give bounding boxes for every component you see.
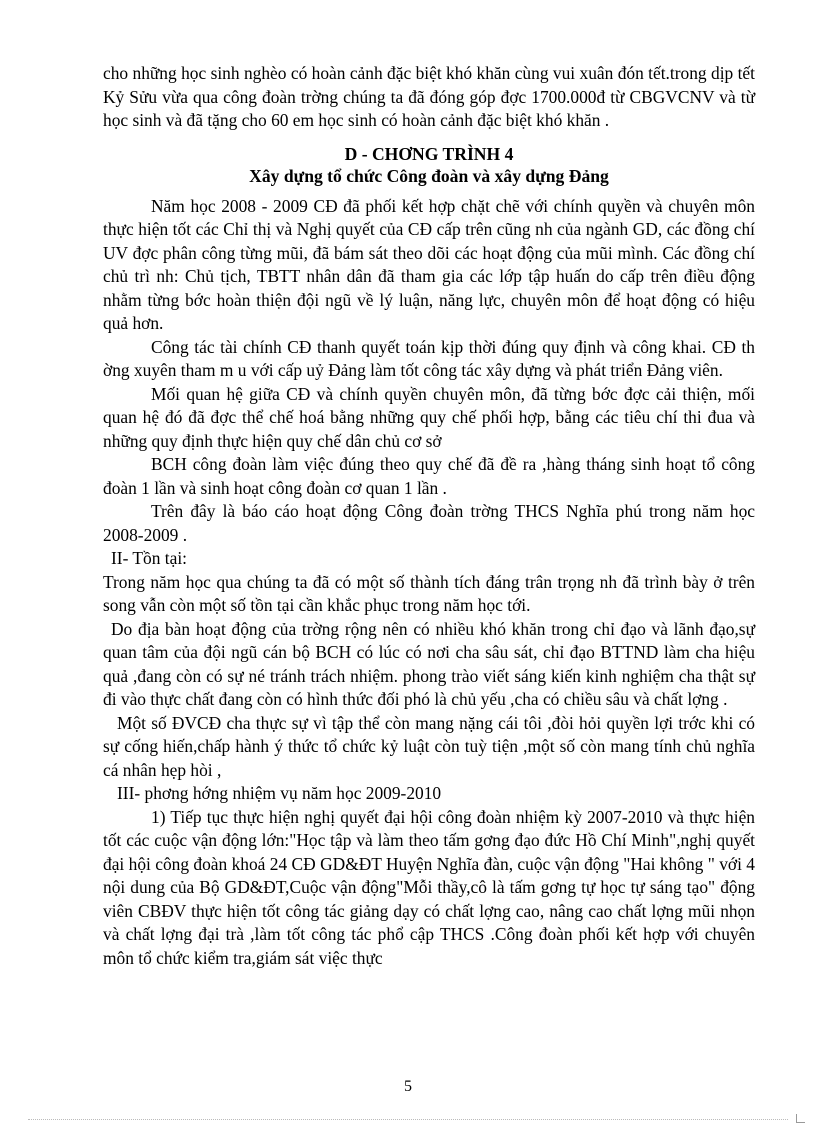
paragraph-tai-chinh: Công tác tài chính CĐ thanh quyết toán kịp thời đúng quy định và công khai. CĐ th ờng xuyên tham m u với cấp uỷ Đảng làm tốt công tác xây dựng và phát triển Đảng viên. <box>103 336 755 380</box>
page-number: 5 <box>404 1078 412 1095</box>
paragraph-tren-day: Trên đây là báo cáo hoạt động Công đoàn trờng THCS Nghĩa phú trong năm học 2008-2009 . <box>103 501 755 545</box>
paragraph-nam-hoc: Năm học 2008 - 2009 CĐ đã phối kết hợp chặt chẽ với chính quyền và chuyên môn thực hiện tốt các Chỉ thị và Nghị quyết của CĐ cấp trên cũng nh của ngành GD, các đồng chí UV đợc phân công từng mũi, đã bám sát theo dõi các hoạt động của mũi mình. Các đồng chí chủ trì nh: Chủ tịch, TBTT nhân dân đã tham gia các lớp tập huấn do cấp trên điều động nhằm từng bớc hoàn thiện đội ngũ về lý luận, năng lực, chuyên môn để hoạt động có hiệu quả hơn. <box>103 195 755 333</box>
page-corner-mark <box>796 1114 805 1123</box>
section-heading: D - CHƠNG TRÌNH 4 <box>344 143 514 164</box>
paragraph-bch: BCH công đoàn làm việc đúng theo quy chế đã đề ra ,hàng tháng sinh hoạt tổ công đoàn 1 lần và sinh hoạt công đoàn cơ quan 1 lần . <box>103 454 755 498</box>
paragraph-ton-tai-2: Do địa bàn hoạt động của trờng rộng nên có nhiều khó khăn trong chỉ đạo và lãnh đạo,sự quan tâm của đội ngũ cán bộ BCH có lúc có nơi cha sâu sát, chỉ đạo BTTND làm cha hiệu quả ,đang còn có sự né tránh trách nhiệm. phong trào viết sáng kiến kinh nghiệm cha thật sự đi vào thực chất đang còn có hình thức đối phó là chủ yếu ,cha có chiều sâu và chất lợng . <box>103 618 755 709</box>
document-page <box>103 62 755 970</box>
paragraph-ton-tai-3: Một số ĐVCĐ cha thực sự vì tập thể còn mang nặng cái tôi ,đòi hỏi quyền lợi trớc khi có sự cống hiến,chấp hành ý thức tổ chức kỷ luật còn tuỳ tiện ,một số còn mang tính chủ nghĩa cá nhân hẹp hòi , <box>103 712 755 780</box>
paragraph-ton-tai-1: Trong năm học qua chúng ta đã có một số thành tích đáng trân trọng nh đã trình bày ở trên song vẫn còn một số tồn tại cần khắc phục trong năm học tới. <box>103 571 755 615</box>
ton-tai-heading: II- Tồn tại: <box>111 548 187 568</box>
page-footer-divider <box>28 1119 788 1120</box>
paragraph-phuong-huong-1: 1) Tiếp tục thực hiện nghị quyết đại hội công đoàn nhiệm kỳ 2007-2010 và thực hiện tốt các cuộc vận động lớn:"Học tập và làm theo tấm gơng đạo đức Hồ Chí Minh",nghị quyết đại hội công đoàn khoá 24 CĐ GD&ĐT Huyện Nghĩa đàn, cuộc vận động "Hai không " với 4 nội dung của Bộ GD&ĐT,Cuộc vận động"Mỗi thầy,cô là tấm gơng tự học tự sáng tạo" động viên CBĐV thực hiện tốt công tác giảng dạy có chất lợng cao, nâng cao chất lợng mũi nhọn và chất lợng đại trà ,làm tốt công tác phổ cập THCS .Công đoàn phối kết hợp với chuyên môn tổ chức kiểm tra,giám sát việc thực <box>103 806 755 968</box>
section-subheading: Xây dựng tổ chức Công đoàn và xây dựng Đảng <box>249 165 609 186</box>
paragraph-intro: cho những học sinh nghèo có hoàn cảnh đặc biệt khó khăn cùng vui xuân đón tết.trong dịp tết Kỷ Sửu vừa qua công đoàn trờng chúng ta đã đóng góp đợc 1700.000đ từ CBGVCNV và từ học sinh và đã tặng cho 60 em học sinh có hoàn cảnh đặc biệt khó khăn . <box>103 63 755 130</box>
phuong-huong-heading: III- phơng hớng nhiệm vụ năm học 2009-2010 <box>117 783 442 803</box>
paragraph-moi-quan-he: Mối quan hệ giữa CĐ và chính quyền chuyên môn, đã từng bớc đợc cải thiện, mối quan hệ đó đã đợc thể chế hoá bằng những quy chế phối hợp, bằng các tiêu chí thi đua và những quy định thực hiện quy chế dân chủ cơ sở <box>103 383 755 451</box>
